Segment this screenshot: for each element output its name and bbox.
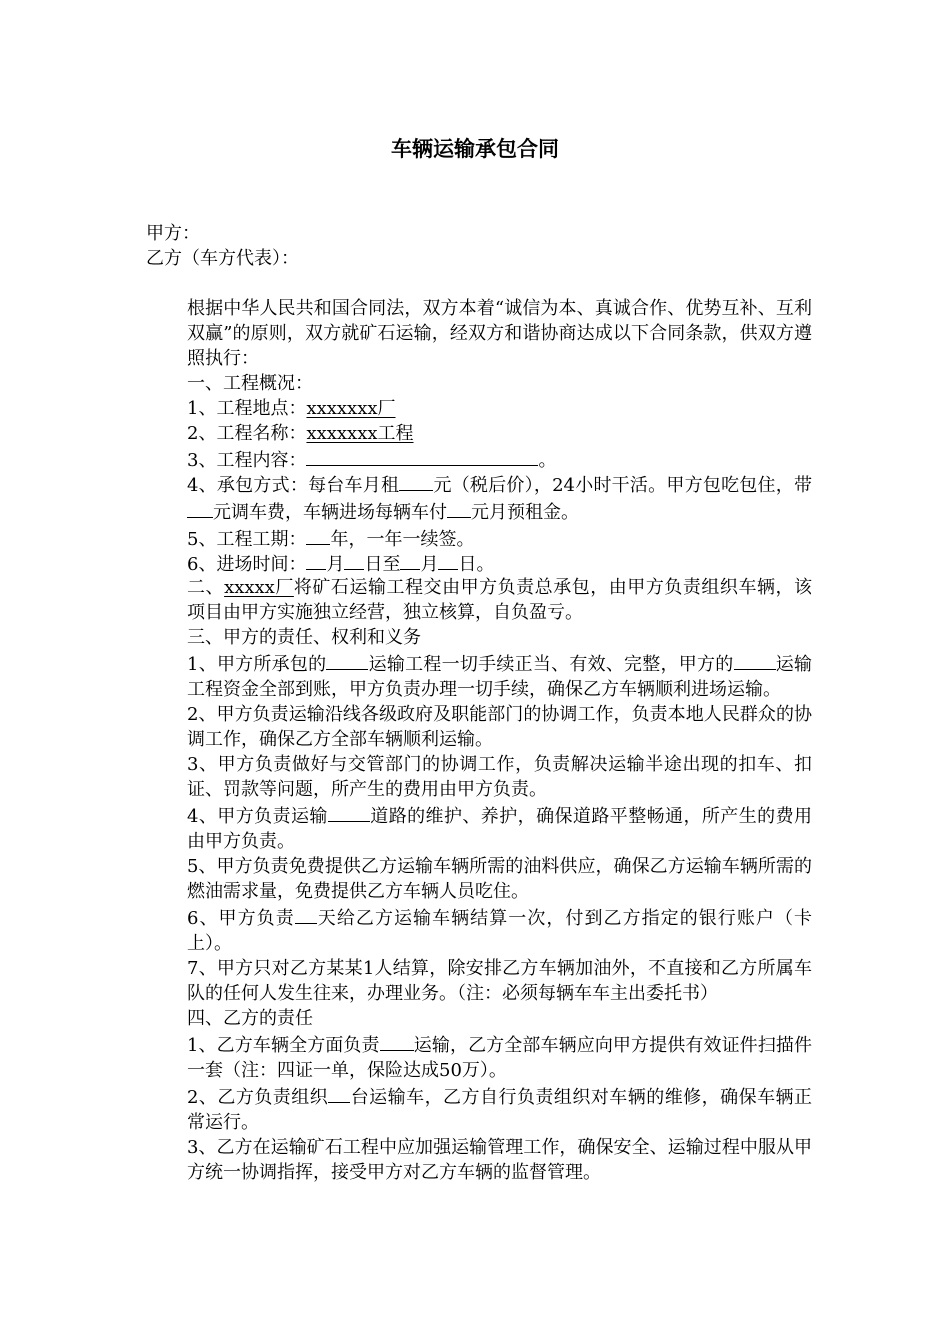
party-b-line: 乙方（车方代表）： [146, 248, 299, 269]
section2-prefix: 二、 [187, 577, 225, 598]
duty1-text-1: 1、甲方所承包的 [187, 654, 327, 675]
contract-method-text-2: 元（税后价），24小时干活。甲方包吃包住，带 [433, 475, 812, 496]
duty4-text-2: 道路的维护、养护，确保道路平整畅通，所产生的费用由甲方负责。 [187, 806, 813, 852]
b-duty2-text-2: 台运输车，乙方自行负责组织对车辆的维修，确保车辆正常运行。 [187, 1087, 813, 1133]
monthly-rent-blank [399, 471, 433, 491]
project-location-label: 1、工程地点： [187, 398, 307, 419]
end-month-blank [400, 550, 420, 570]
section2-factory: xxxxx厂 [224, 577, 294, 598]
contract-method-text-4: 元月预租金。 [471, 502, 579, 523]
month-text-2: 月 [420, 554, 439, 575]
section3-heading: 三、甲方的责任、权利和义务 [187, 627, 421, 648]
party-a-duty-5: 5、甲方负责免费提供乙方运输车辆所需的油料供应，确保乙方运输车辆所需的燃油需求量，免费提供乙方车辆人员吃住。 [187, 856, 812, 902]
duty1-blank-2 [734, 650, 776, 670]
b-duty1-text-2: 运输，乙方全部车辆应向甲方提供有效证件扫描件一套（注：四证一单，保险达成50万）。 [187, 1035, 813, 1081]
project-content-blank [306, 446, 538, 466]
project-content-label: 3、工程内容： [187, 450, 307, 471]
years-blank [306, 525, 330, 545]
b-duty2-text-1: 2、乙方负责组织 [187, 1087, 329, 1108]
entry-time [146, 550, 812, 575]
party-a-duty-2: 2、甲方负责运输沿线各级政府及职能部门的协调工作，负责本地人民群众的协调工作，确保乙方全部车辆顺利运输。 [187, 704, 812, 750]
document-title: 车辆运输承包合同 [391, 137, 559, 161]
party-a-duty-4 [146, 802, 812, 854]
contract-method-text-3: 元调车费，车辆进场每辆车付 [213, 502, 447, 523]
party-b-duty-3: 3、乙方在运输矿石工程中应加强运输管理工作，确保安全、运输过程中服从甲方统一协调指挥，接受甲方对乙方车辆的监督管理。 [187, 1137, 812, 1183]
b-duty1-blank [380, 1031, 414, 1051]
end-day-blank [438, 550, 458, 570]
project-location-value: xxxxxxx厂 [306, 398, 396, 419]
project-content-end: 。 [538, 450, 557, 471]
party-b-duty-1 [146, 1031, 812, 1083]
duty1-text-3: 运输工程资金全部到账，甲方负责办理一切手续，确保乙方车辆顺利进场运输。 [187, 654, 813, 700]
start-day-blank [344, 550, 364, 570]
duty1-blank-1 [326, 650, 368, 670]
blank-line [146, 271, 812, 296]
start-month-blank [306, 550, 326, 570]
entry-time-label: 6、进场时间： [187, 554, 307, 575]
project-location [146, 396, 812, 421]
party-a-duty-3: 3、甲方负责做好与交管部门的协调工作，负责解决运输半途出现的扣车、扣证、罚款等问题，所产生的费用由甲方负责。 [187, 754, 812, 800]
party-a-line: 甲方： [146, 223, 200, 244]
project-name-value: xxxxxxx工程 [306, 423, 414, 444]
project-duration-text: 年，一年一续签。 [330, 529, 475, 550]
contract-method [146, 471, 812, 525]
party-a-duty-6 [146, 904, 812, 956]
party-a-duty-7: 7、甲方只对乙方某某1人结算，除安排乙方车辆加油外，不直接和乙方所属车队的任何人发生往来，办理业务。（注：必须每辆车车主出委托书） [187, 958, 812, 1004]
project-content [146, 446, 812, 471]
section2-text: 将矿石运输工程交由甲方负责总承包，由甲方负责组织车辆，该项目由甲方实施独立经营，独立核算，自负盈亏。 [187, 577, 813, 623]
day-end-text: 日。 [458, 554, 495, 575]
section4-heading: 四、乙方的责任 [187, 1008, 313, 1029]
section2-paragraph [146, 575, 812, 625]
day-to-text: 日至 [364, 554, 401, 575]
transfer-fee-blank [187, 498, 213, 518]
b-duty1-text-1: 1、乙方车辆全方面负责 [187, 1035, 380, 1056]
project-duration-label: 5、工程工期： [187, 529, 307, 550]
contract-method-text-1: 4、承包方式：每台车月租 [187, 475, 400, 496]
duty6-text-1: 6、甲方负责 [187, 908, 295, 929]
duty4-blank [328, 802, 370, 822]
section1-heading: 一、工程概况： [187, 373, 313, 394]
duty6-text-2: 天给乙方运输车辆结算一次，付到乙方指定的银行账户（卡上）。 [187, 908, 813, 954]
b-duty2-blank [328, 1083, 350, 1103]
party-b-duty-2 [146, 1083, 812, 1135]
project-duration [146, 525, 812, 550]
intro-paragraph: 根据中华人民共和国合同法，双方本着“诚信为本、真诚合作、优势互补、互利双赢”的原则，双方就矿石运输，经双方和谐协商达成以下合同条款，供双方遵照执行： [187, 298, 812, 369]
duty4-text-1: 4、甲方负责运输 [187, 806, 328, 827]
document-body [146, 221, 812, 1185]
project-name-label: 2、工程名称： [187, 423, 307, 444]
project-name [146, 421, 812, 446]
month-text-1: 月 [326, 554, 345, 575]
deposit-blank [447, 498, 471, 518]
duty6-blank [295, 904, 317, 924]
duty1-text-2: 运输工程一切手续正当、有效、完整，甲方的 [368, 654, 734, 675]
party-a-duty-1 [146, 650, 812, 702]
